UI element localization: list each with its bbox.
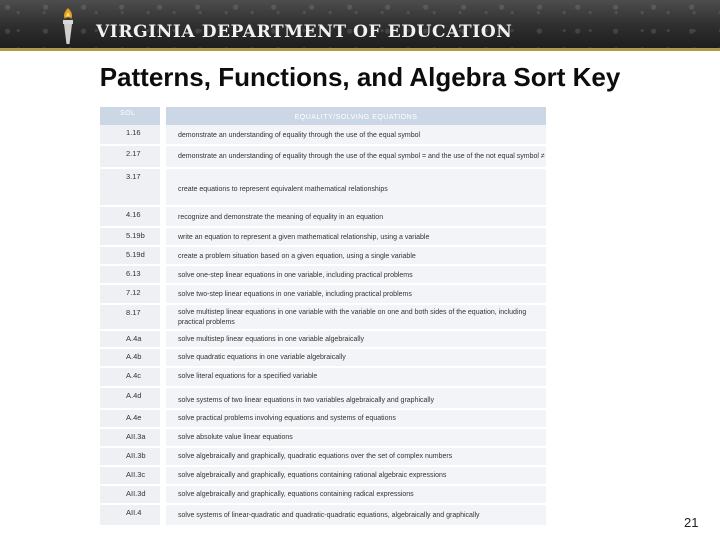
description-cell: demonstrate an understanding of equality through the use of the equal symbol = and the use of the not equal symbol ≠: [166, 146, 546, 167]
sol-code-cell: AII.3d: [100, 486, 160, 503]
sol-code-cell: 7.12: [100, 285, 160, 303]
description-cell: solve systems of two linear equations in two variables algebraically and graphically: [166, 388, 546, 408]
description-cell: solve multistep linear equations in one variable algebraically: [166, 331, 546, 347]
description-cell: solve two-step linear equations in one variable, including practical problems: [166, 285, 546, 303]
torch-logo-icon: [58, 6, 78, 46]
description-cell: solve one-step linear equations in one variable, including practical problems: [166, 266, 546, 283]
description-cell: create a problem situation based on a given equation, using a single variable: [166, 247, 546, 264]
sol-code-cell: A.4e: [100, 410, 160, 427]
sol-code-cell: AII.3b: [100, 448, 160, 465]
sol-code-cell: AII.3c: [100, 467, 160, 484]
sol-code-cell: 6.13: [100, 266, 160, 283]
sol-code-cell: 1.16: [100, 125, 160, 144]
description-column-header: EQUALITY/SOLVING EQUATIONS: [166, 107, 546, 125]
description-cell: write an equation to represent a given mathematical relationship, using a variable: [166, 228, 546, 245]
description-cell: solve multistep linear equations in one variable with the variable on one and both sides of the equation, including practical problems: [166, 305, 546, 329]
sol-column-header: SOL: [100, 107, 160, 125]
banner-stripe: [0, 48, 720, 51]
page-title: Patterns, Functions, and Algebra Sort Key: [99, 62, 621, 92]
page-number: 21: [684, 515, 699, 530]
description-cell: solve practical problems involving equations and systems of equations: [166, 410, 546, 427]
sol-code-cell: 2.17: [100, 146, 160, 167]
description-cell: demonstrate an understanding of equality through the use of the equal symbol: [166, 125, 546, 144]
sol-code-cell: A.4a: [100, 331, 160, 347]
description-cell: solve algebraically and graphically, equations containing radical expressions: [166, 486, 546, 503]
description-cell: solve absolute value linear equations: [166, 429, 546, 446]
sol-code-cell: A.4d: [100, 388, 160, 408]
sol-code-cell: 4.16: [100, 207, 160, 226]
description-cell: create equations to represent equivalent mathematical relationships: [166, 169, 546, 205]
sol-code-cell: 5.19d: [100, 247, 160, 264]
sol-code-cell: 5.19b: [100, 228, 160, 245]
description-cell: recognize and demonstrate the meaning of equality in an equation: [166, 207, 546, 226]
description-cell: solve literal equations for a specified variable: [166, 368, 546, 386]
description-cell: solve algebraically and graphically, quadratic equations over the set of complex numbers: [166, 448, 546, 465]
sol-code-cell: A.4b: [100, 349, 160, 366]
sol-code-cell: 8.17: [100, 305, 160, 329]
description-cell: solve algebraically and graphically, equations containing rational algebraic expressions: [166, 467, 546, 484]
sol-code-cell: AII.4: [100, 505, 160, 525]
organization-name: VIRGINIA DEPARTMENT OF EDUCATION: [96, 22, 513, 42]
sol-code-cell: 3.17: [100, 169, 160, 205]
sol-code-cell: A.4c: [100, 368, 160, 386]
header-banner: [0, 0, 720, 48]
sol-code-cell: AII.3a: [100, 429, 160, 446]
description-cell: solve quadratic equations in one variable algebraically: [166, 349, 546, 366]
description-cell: solve systems of linear-quadratic and quadratic-quadratic equations, algebraically and graphically: [166, 505, 546, 525]
